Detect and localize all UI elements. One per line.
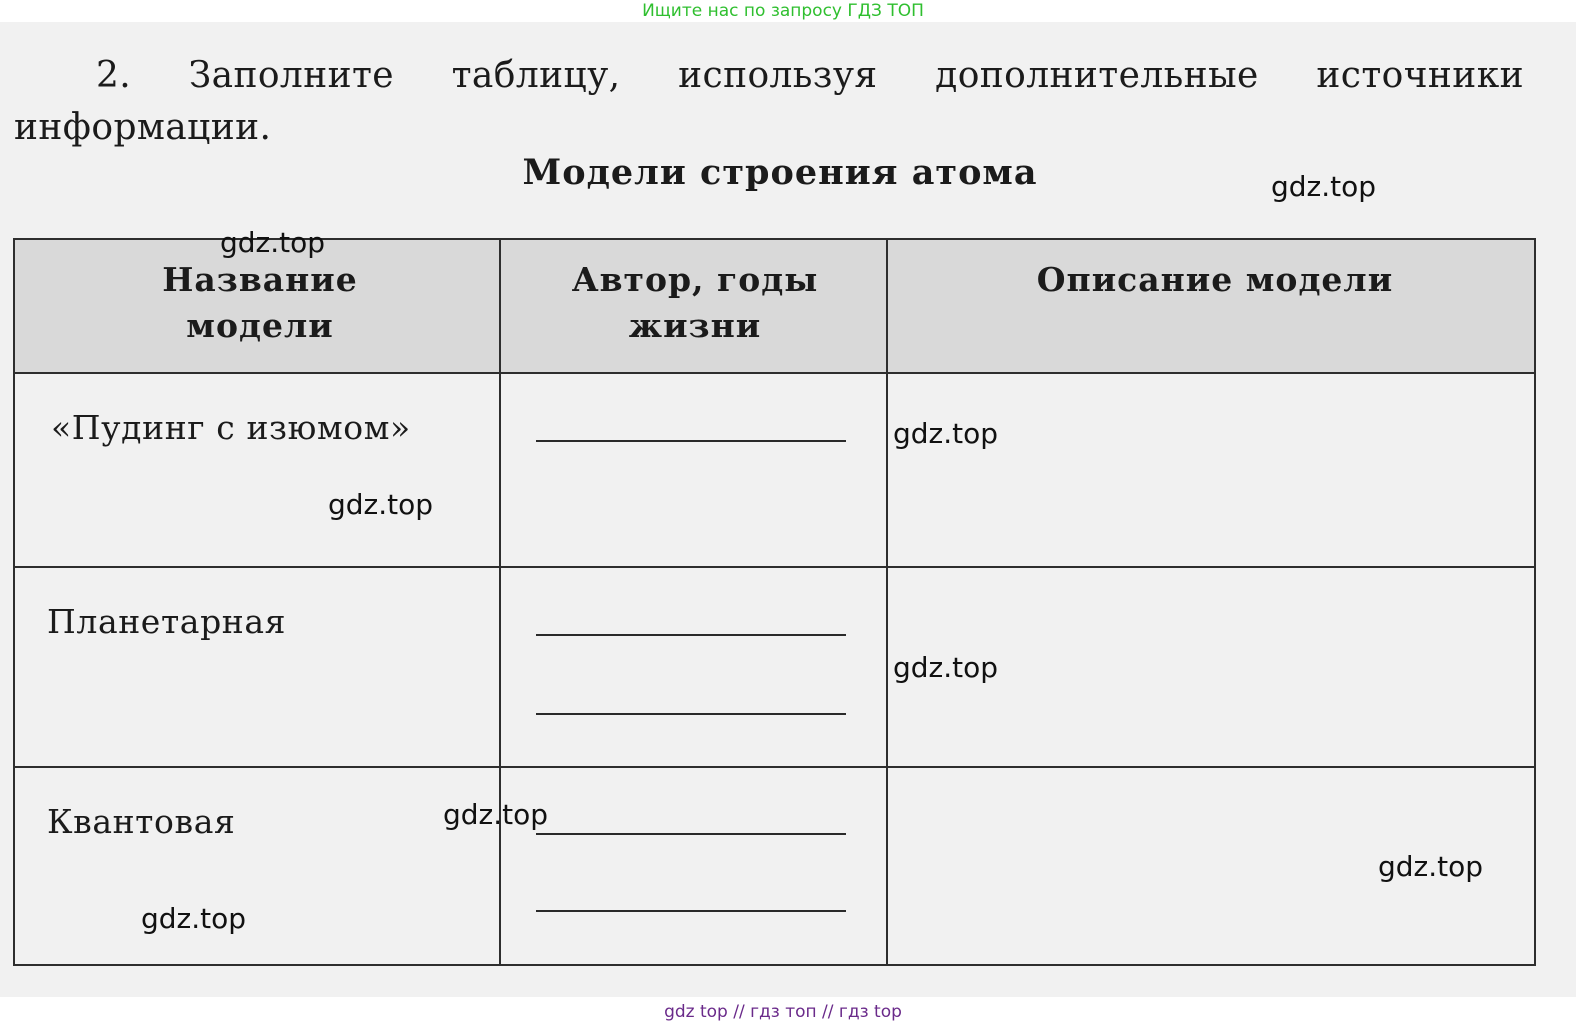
column-divider [499,240,501,964]
table-title: Модели строения атома [522,152,1038,193]
watermark: gdz.top [893,417,999,450]
header-model-name: Название модели [162,260,358,345]
task-text [14,50,1524,154]
watermark: gdz.top [141,902,247,935]
header-model-description: Описание модели [1036,260,1394,299]
watermark: gdz.top [443,798,549,831]
header-author-years: Автор, годы жизни [571,260,819,345]
author-blank-line[interactable] [536,910,846,912]
atom-models-table [13,238,1536,966]
author-blank-line[interactable] [536,634,846,636]
watermark: gdz.top [893,651,999,684]
author-blank-line[interactable] [536,713,846,715]
watermark: gdz.top [1378,850,1484,883]
top-banner[interactable]: Ищите нас по запросу ГДЗ ТОП [642,1,924,21]
task-statement: Заполните таблицу, используя дополнительные источники информации. [14,55,1524,148]
row-divider [15,566,1534,568]
row-name-quantum: Квантовая [47,802,236,841]
author-blank-line[interactable] [536,833,846,835]
footer-links[interactable]: gdz top // гдз топ // гдз top [664,1002,902,1022]
author-blank-line[interactable] [536,440,846,442]
column-divider [886,240,888,964]
watermark: gdz.top [220,226,326,259]
watermark: gdz.top [1271,170,1377,203]
watermark: gdz.top [328,488,434,521]
row-divider [15,766,1534,768]
row-name-planetary: Планетарная [47,602,287,641]
task-number: 2. [96,55,132,96]
row-name-plum-pudding: «Пудинг с изюмом» [51,408,411,447]
